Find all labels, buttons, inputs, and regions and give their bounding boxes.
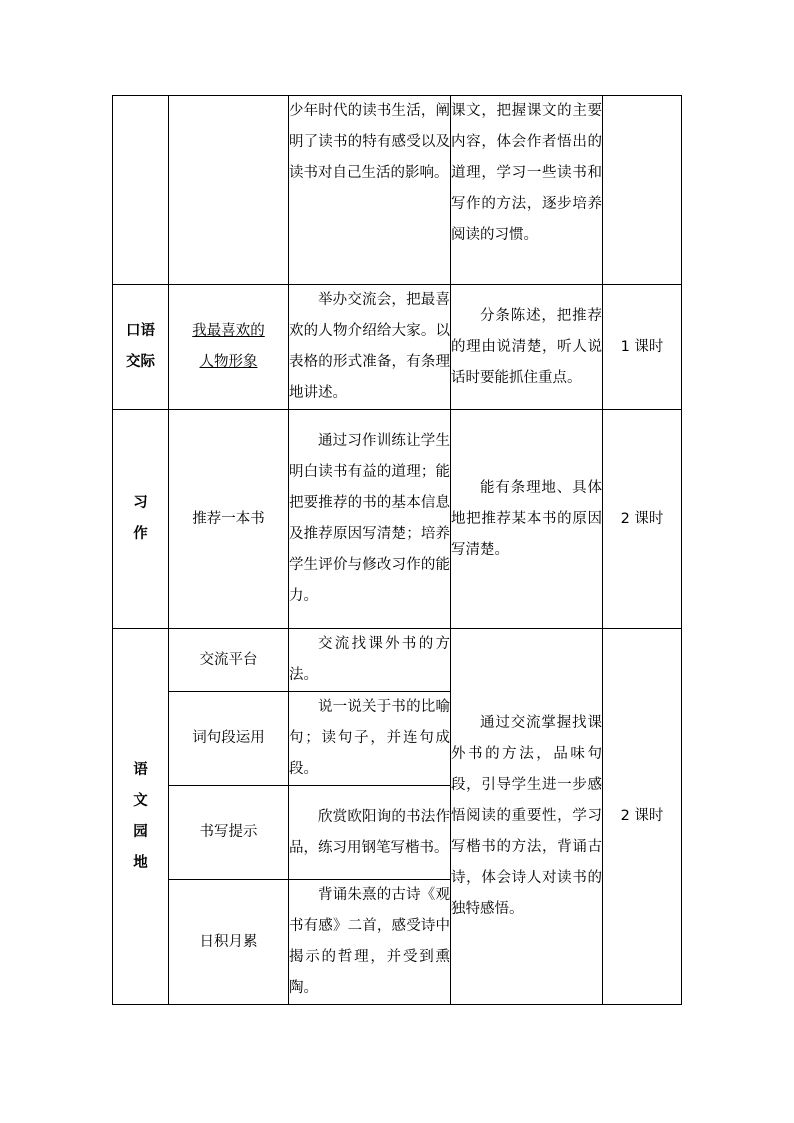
hours-cell [603, 285, 682, 410]
content-cell [289, 786, 451, 880]
topic-cell [169, 692, 289, 786]
topic-cell [169, 880, 289, 1005]
table-row-oral [113, 285, 682, 410]
topic-cell-empty [169, 96, 289, 285]
content-text: 通过习作训练让学生明白读书有益的道理；能把要推荐的书的基本信息及推荐原因写清楚；培养学生评价与修改习作的能力。 [289, 433, 450, 604]
topic-cell [169, 629, 289, 692]
topic-label: 日积月累 [199, 933, 258, 950]
table-row-writing [113, 410, 682, 629]
hours-cell [603, 629, 682, 1005]
hours-text: 2 课时 [620, 808, 664, 824]
goal-text: 通过交流掌握找课外书的方法，品味句段，引导学生进一步感悟阅读的重要性，学习写楷书的方法，背诵古诗，体会诗人对读书的独特感悟。 [451, 715, 602, 917]
topic-label-line2: 人物形象 [199, 354, 258, 370]
topic-label: 推荐一本书 [192, 510, 265, 527]
category-char-3: 园 [133, 823, 148, 840]
content-text: 背诵朱熹的古诗《观书有感》二首，感受诗中揭示的哲理，并受到熏陶。 [289, 887, 450, 996]
content-text: 说一说关于书的比喻句；读句子，并连句成段。 [289, 699, 450, 777]
hours-text: 2 课时 [620, 510, 664, 527]
category-label-line1: 习 [133, 495, 148, 511]
topic-cell [169, 786, 289, 880]
category-label-line2: 作 [133, 526, 148, 542]
topic-label: 书写提示 [199, 824, 258, 840]
topic-cell [169, 410, 289, 629]
goal-text: 分条陈述，把推荐的理由说清楚，听人说话时要能抓住重点。 [451, 307, 602, 386]
content-cell [289, 96, 451, 285]
topic-label: 交流平台 [199, 651, 258, 668]
category-char-2: 文 [133, 792, 148, 809]
table-row-continued [113, 96, 682, 285]
category-char-1: 语 [133, 761, 148, 778]
category-cell [113, 285, 169, 410]
content-text: 少年时代的读书生活，阐明了读书的特有感受以及读书对自己生活的影响。 [289, 103, 450, 181]
goal-cell [451, 410, 603, 629]
content-text: 欣赏欧阳询的书法作品，练习用钢笔写楷书。 [289, 808, 450, 856]
content-text: 交流找课外书的方法。 [289, 636, 450, 683]
hours-cell [603, 410, 682, 629]
category-cell-empty [113, 96, 169, 285]
goal-cell [451, 629, 603, 1005]
content-cell [289, 629, 451, 692]
goal-cell [451, 96, 603, 285]
goal-cell [451, 285, 603, 410]
content-cell [289, 285, 451, 410]
content-cell [289, 880, 451, 1005]
category-cell [113, 410, 169, 629]
category-label-line1: 口语 [126, 323, 155, 339]
lesson-plan-table [112, 95, 682, 1005]
content-text: 举办交流会，把最喜欢的人物介绍给大家。以表格的形式准备，有条理地讲述。 [289, 292, 450, 401]
category-cell [113, 629, 169, 1005]
topic-label-line1: 我最喜欢的 [192, 323, 265, 339]
goal-text: 课文，把握课文的主要内容，体会作者悟出的道理，学习一些读书和写作的方法，逐步培养阅读的习惯。 [451, 103, 602, 243]
category-char-4: 地 [133, 854, 148, 871]
category-label-line2: 交际 [126, 354, 155, 370]
hours-text: 1 课时 [620, 338, 664, 355]
hours-cell-empty [603, 96, 682, 285]
table-row-garden-1 [113, 629, 682, 692]
goal-text: 能有条理地、具体地把推荐某本书的原因写清楚。 [451, 479, 602, 558]
topic-cell [169, 285, 289, 410]
content-cell [289, 692, 451, 786]
topic-label: 词句段运用 [192, 730, 265, 746]
content-cell [289, 410, 451, 629]
